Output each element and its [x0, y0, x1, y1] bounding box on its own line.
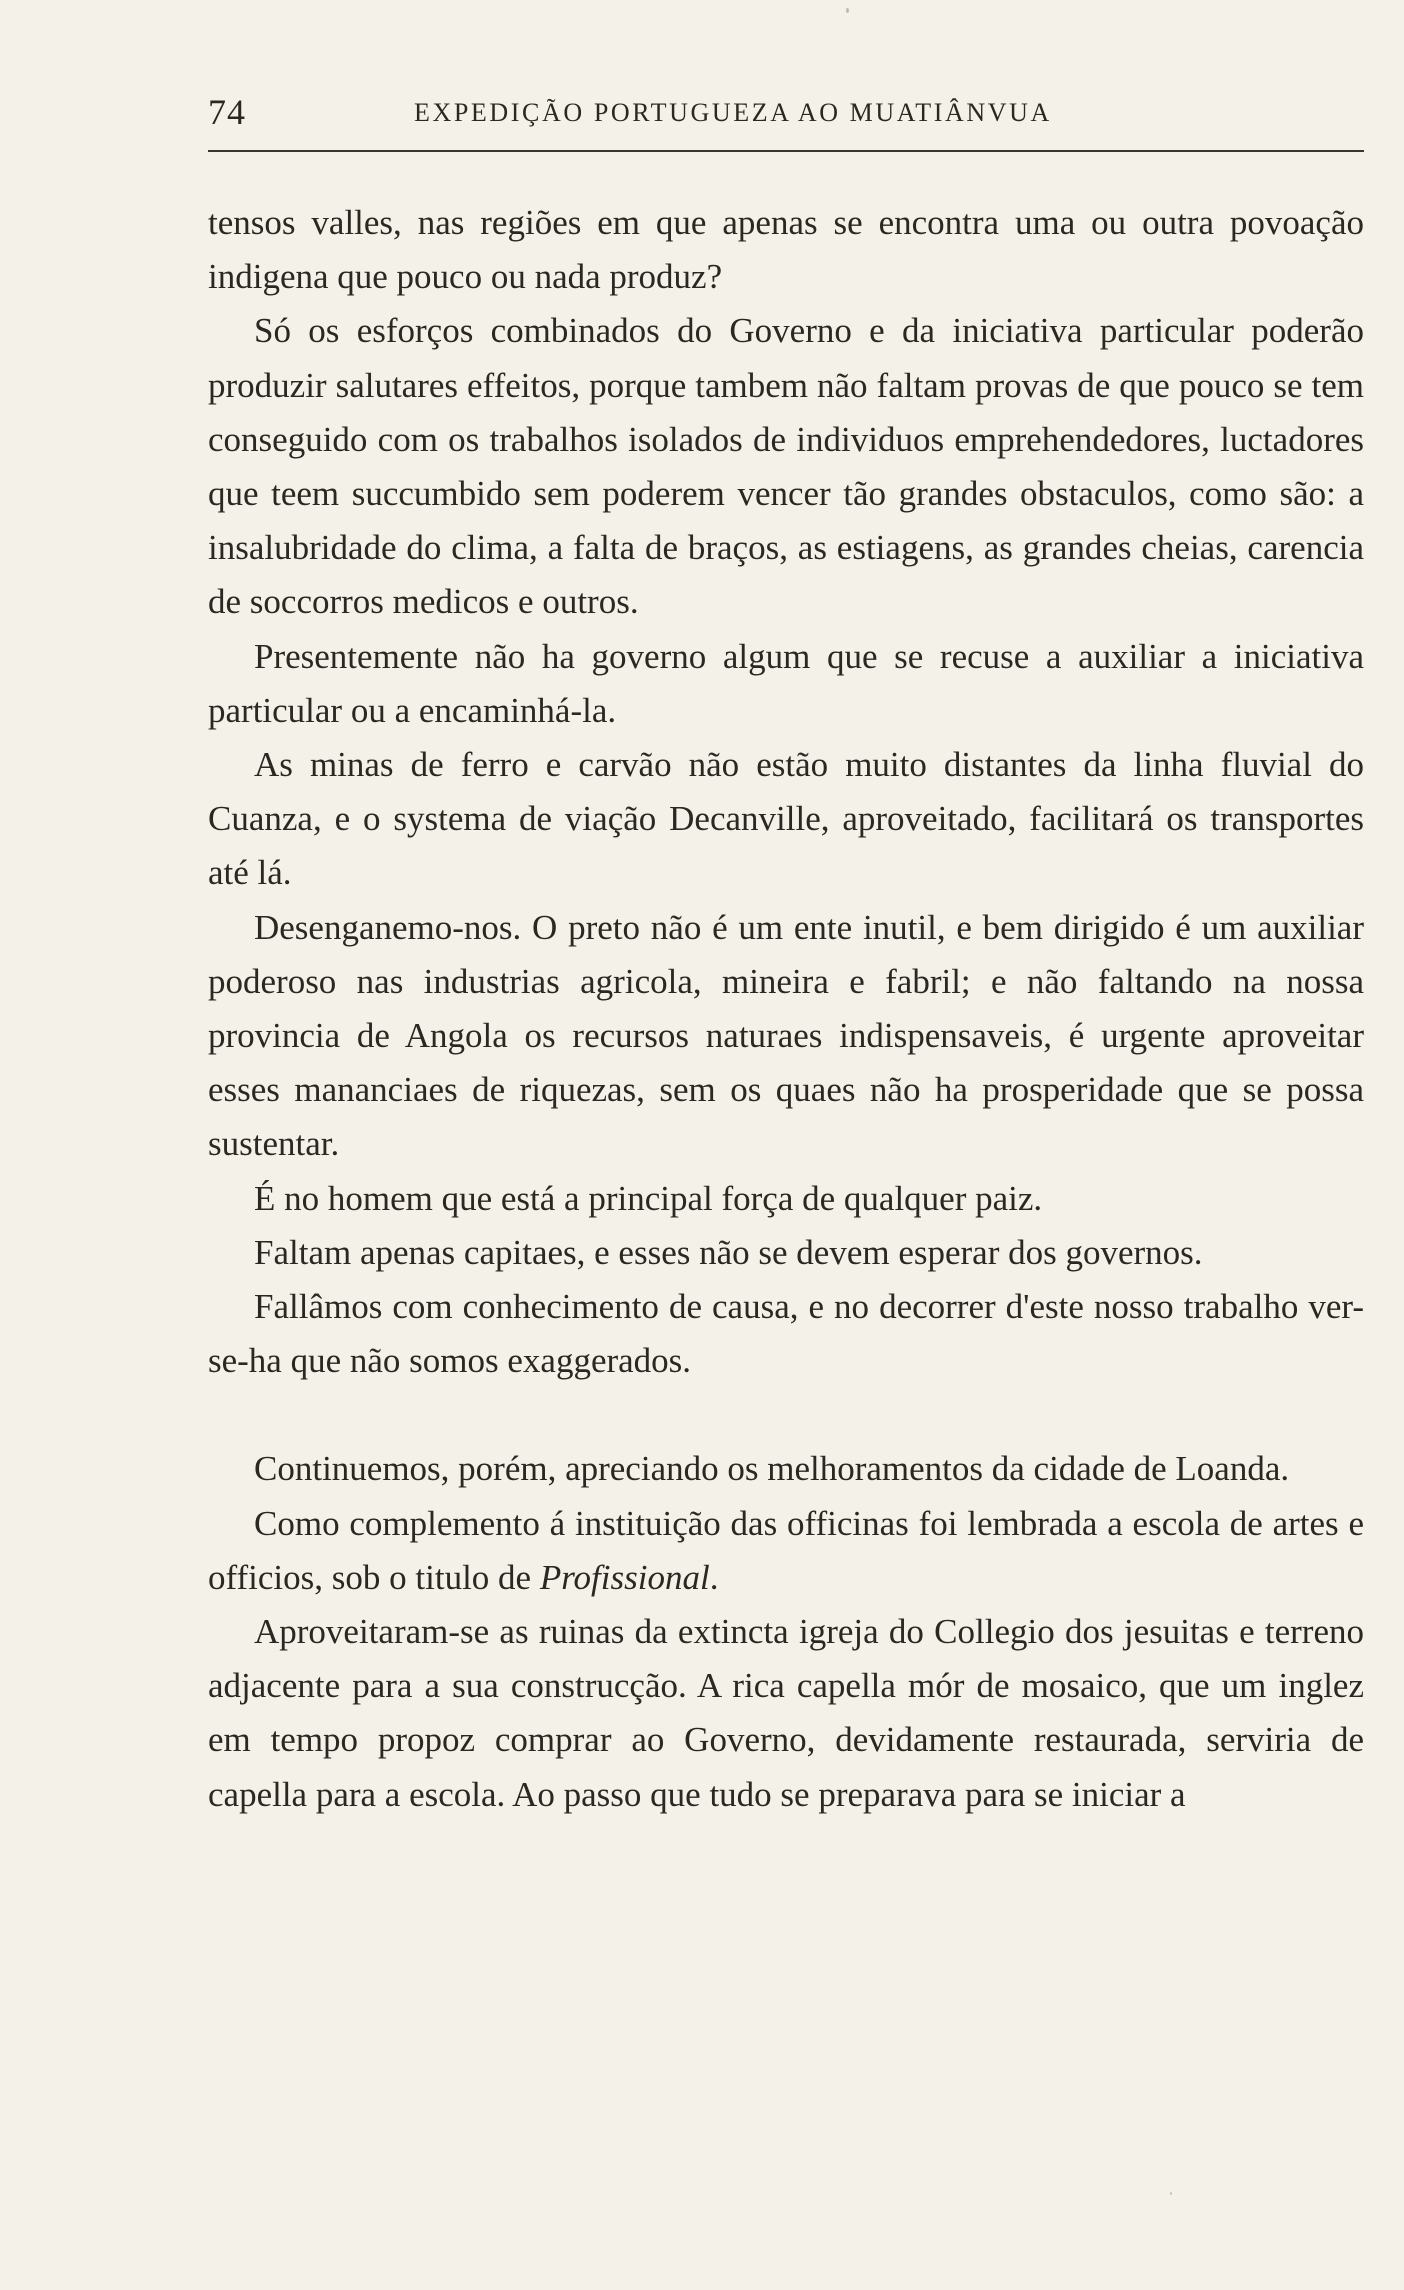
running-title: EXPEDIÇÃO PORTUGUEZA AO MUATIÂNVUA [414, 98, 1052, 127]
page-header [208, 92, 1364, 132]
paragraph: Faltam apenas capitaes, e esses não se devem esperar dos governos. [254, 1232, 1203, 1272]
paragraph: Só os esforços combinados do Governo e da iniciativa particular poderão produzir salutares effeitos, porque tambem não faltam provas de que pouco se tem conseguido com os trabalhos isolados de individuos emprehendedores, luctadores que teem succumbido sem poderem vencer tão grandes obstaculos, como são: a insalubridade do clima, a falta de braços, as estiagens, as grandes cheias, carencia de soccorros medicos e outros. [208, 311, 1364, 622]
body-text [208, 196, 1364, 1822]
paragraph: Desenganemo-nos. O preto não é um ente inutil, e bem dirigido é um auxiliar poderoso nas industrias agricola, mineira e fabril; e não faltando na nossa provincia de Angola os recursos naturaes indispensaveis, é urgente aproveitar esses mananciaes de riquezas, sem os quaes não ha prosperidade que se possa sustentar. [208, 907, 1364, 1164]
paragraph-with-title [208, 1497, 1364, 1605]
paragraph: Presentemente não ha governo algum que se recuse a auxiliar a iniciativa particular ou a encaminhá-la. [208, 636, 1364, 730]
italic-title: Profissional [539, 1557, 710, 1597]
paragraph: Aproveitaram-se as ruinas da extincta igreja do Collegio dos jesuitas e terreno adjacente para a sua construcção. A rica capella mór de mosaico, que um inglez em tempo propoz comprar ao Governo, devidamente restaurada, serviria de capella para a escola. Ao passo que tudo se preparava para se iniciar a [208, 1612, 1364, 1814]
paragraph: Fallâmos com conhecimento de causa, e no decorrer d'este nosso trabalho ver-se-ha que não somos exaggerados. [208, 1287, 1364, 1381]
paper-speck [1170, 2192, 1172, 2195]
paragraph-text: Como complemento á instituição das officinas foi lembrada a escola de artes e officios, sob o titulo de [208, 1503, 1364, 1597]
paragraph: É no homem que está a principal força de qualquer paiz. [254, 1178, 1043, 1218]
paragraph: As minas de ferro e carvão não estão muito distantes da linha fluvial do Cuanza, e o systema de viação Decanville, aproveitado, facilitará os transportes até lá. [208, 745, 1364, 893]
paper-speck [846, 8, 849, 13]
paragraph-continuation: tensos valles, nas regiões em que apenas se encontra uma ou outra povoação indigena que pouco ou nada produz? [208, 203, 1364, 297]
paragraph-text-end: . [709, 1557, 719, 1597]
header-rule [208, 150, 1364, 152]
page-number: 74 [208, 92, 246, 132]
paragraph: Continuemos, porém, apreciando os melhoramentos da cidade de Loanda. [254, 1449, 1290, 1489]
